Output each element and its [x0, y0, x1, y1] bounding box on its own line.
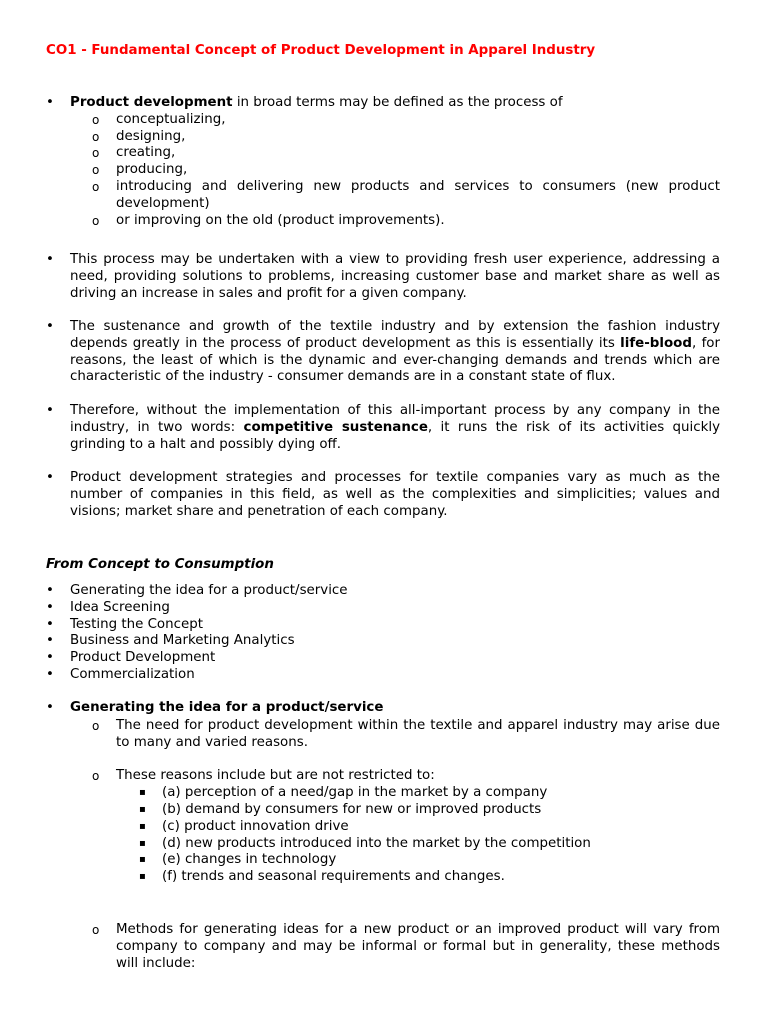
generating-idea-section: • Generating the idea for a product/service o The need for product development within the textile and apparel industry may arise due to many and varied reasons. o These reasons include but are not restricted to: ▪ (a) perception of a need/gap in the market by a company ▪ (b) demand by consumers for new or improved products ▪ (c) product innovation drive ▪ (d) new products introduced into the market by the competition ▪ (e) changes in technology ▪ (f) trends and seasonal requirements and changes. o Methods for generating ideas for a new product or an improved product will vary from company to company and may be informal or formal but in generality, these methods will include:: [46, 700, 720, 971]
document-title: CO1 - Fundamental Concept of Product Development in Apparel Industry: [46, 43, 596, 58]
generating-idea-heading: Generating the idea for a product/service: [70, 700, 384, 715]
paragraph-sustenance: • The sustenance and growth of the textile industry and by extension the fashion industry depends greatly in the process of product development as this is essentially its life-blood, for reasons, the least of which is the dynamic and ever-changing demands and trends which are characteristic of the industry - consumer demands are in a constant state of flux.: [46, 319, 720, 385]
intro-rest: in broad terms may be defined as the process of: [232, 95, 563, 110]
list-item: o designing,: [92, 128, 186, 144]
list-item: o These reasons include but are not restricted to:: [92, 768, 435, 784]
list-item: • Business and Marketing Analytics: [46, 633, 295, 649]
list-item: • Product Development: [46, 650, 216, 666]
list-item: ▪ (e) changes in technology: [139, 852, 337, 868]
list-item: o or improving on the old (product improvements).: [92, 212, 445, 228]
list-item: ▪ (d) new products introduced into the market by the competition: [139, 835, 591, 851]
list-item: o introducing and delivering new products and services to consumers (new product development): [92, 178, 720, 211]
list-item: ▪ (b) demand by consumers for new or improved products: [139, 801, 542, 817]
list-item: • Commercialization: [46, 666, 195, 682]
intro-bullet: [46, 95, 720, 229]
list-item: ▪ (a) perception of a need/gap in the market by a company: [139, 785, 548, 801]
list-item: • Generating the idea for a product/service: [46, 583, 348, 598]
list-item: o The need for product development within the textile and apparel industry may arise due to many and varied reasons.: [92, 717, 720, 750]
paragraph-strategies: • Product development strategies and processes for textile companies vary as much as the number of companies in this field, as well as the complexities and simplicities; values and visions; market share and penetration of each company.: [46, 470, 720, 519]
intro-lead: Product development: [70, 95, 233, 110]
list-item: o Methods for generating ideas for a new product or an improved product will vary from company to company and may be informal or formal but in generality, these methods will include:: [92, 921, 720, 971]
paragraph-purpose: • This process may be undertaken with a view to providing fresh user experience, addressing a need, providing solutions to problems, increasing customer base and market share as well as driving an increase in sales and profit for a given company.: [46, 252, 720, 301]
paragraph-competitive: • Therefore, without the implementation of this all-important process by any company in the industry, in two words: competitive sustenance, it runs the risk of its activities quickly grinding to a halt and possibly dying off.: [46, 403, 721, 452]
list-item: ▪ (f) trends and seasonal requirements and changes.: [139, 869, 505, 885]
list-item: o conceptualizing,: [92, 111, 226, 127]
section-heading: From Concept to Consumption: [46, 557, 274, 572]
intro-process-list: [46, 112, 720, 230]
stages-list: [46, 583, 720, 684]
list-item: • Testing the Concept: [46, 616, 203, 632]
list-item: ▪ (c) product innovation drive: [139, 818, 349, 834]
list-item: o creating,: [92, 145, 176, 161]
bullet-marker: •: [46, 95, 54, 110]
list-item: • Idea Screening: [46, 599, 170, 615]
list-item: o producing,: [92, 162, 188, 178]
